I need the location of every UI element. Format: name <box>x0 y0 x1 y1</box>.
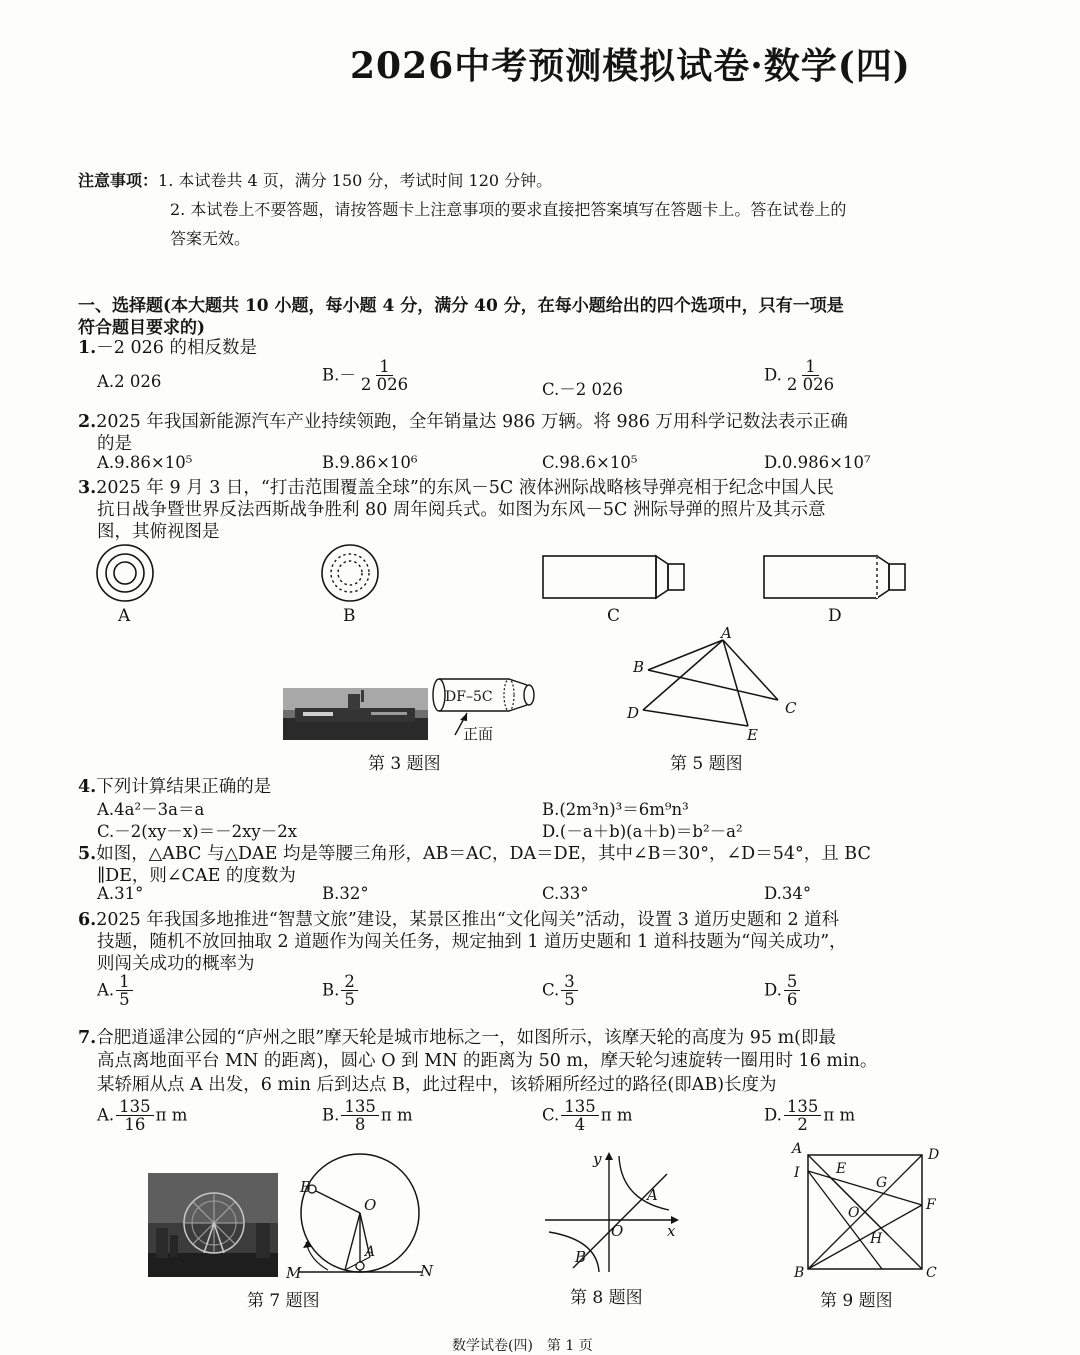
page-title: 2026中考预测模拟试卷·数学(四) <box>350 45 911 87</box>
point-label-b: B <box>794 1265 805 1281</box>
q3-label-d: D <box>828 606 842 626</box>
denominator: 8 <box>354 1115 366 1135</box>
denominator: 6 <box>786 990 798 1010</box>
q3-parade-photo <box>283 688 428 740</box>
point-label-c: C <box>785 699 797 717</box>
q2-option-d: D.0.986×10⁷ <box>764 453 871 472</box>
q3-label-c: C <box>607 606 621 626</box>
q6-option-b <box>322 973 360 1009</box>
question-5-line-2: ∥DE，则∠CAE 的度数为 <box>97 866 296 886</box>
question-1-stem <box>78 334 257 359</box>
point-label-f: F <box>926 1197 936 1213</box>
option-prefix: C. <box>542 980 560 1000</box>
q5-figure-caption: 第 5 题图 <box>670 754 743 774</box>
point-label-h: H <box>870 1231 883 1247</box>
question-6-line-3: 则闯关成功的概率为 <box>97 954 255 974</box>
point-label-b: B <box>300 1178 312 1196</box>
q7-option-d <box>764 1098 855 1134</box>
option-prefix: B. <box>322 980 340 1000</box>
question-number: 6. <box>78 910 97 930</box>
point-label-m: M <box>286 1264 302 1282</box>
q3-option-c-figure <box>542 555 687 600</box>
missile-label: DF–5C <box>445 689 493 705</box>
stem-text: 2025 年我国新能源汽车产业持续领跑，全年销量达 986 万辆。将 986 万用科学记数法表示正确 <box>96 412 848 432</box>
question-3-line-2: 抗日战争暨世界反法西斯战争胜利 80 周年阅兵式。如图为东风－5C 洲际导弹的照片及其示意 <box>97 500 826 520</box>
denominator: 2 026 <box>786 375 835 395</box>
numerator: 1 <box>116 973 133 991</box>
question-2-line-1 <box>78 408 848 433</box>
q3-label-a: A <box>118 606 131 626</box>
numerator: 2 <box>341 973 358 991</box>
q6-option-a <box>97 973 135 1009</box>
point-label-a: A <box>721 624 732 642</box>
denominator: 4 <box>574 1115 586 1135</box>
notice-line-1 <box>78 168 552 191</box>
denominator: 2 <box>797 1115 808 1135</box>
question-7-line-2: 高点离地面平台 MN 的距离)，圆心 O 到 MN 的距离为 50 m，摩天轮匀速旋转一圈用时 16 min。 <box>97 1051 878 1071</box>
numerator: 5 <box>784 973 801 991</box>
q6-option-d <box>764 973 802 1009</box>
stem-text: 下列计算结果正确的是 <box>96 777 272 797</box>
q1-option-d <box>764 358 839 394</box>
fraction <box>116 1098 154 1134</box>
numerator: 135 <box>341 1098 379 1116</box>
q5-triangle-figure <box>625 624 805 748</box>
q8-figure-caption: 第 8 题图 <box>570 1288 643 1308</box>
q4-option-d: D.(－a＋b)(a＋b)＝b²－a² <box>542 822 743 841</box>
option-prefix: D. <box>764 365 782 385</box>
notice-item-2-line-1: 2. 本试卷上不要答题，请按答题卡上注意事项的要求直接把答案填写在答题卡上。答在试卷上的 <box>170 200 847 219</box>
front-label: 正面 <box>463 725 494 743</box>
q3-option-a-figure <box>95 543 157 605</box>
q5-option-b: B.32° <box>322 884 369 903</box>
question-2-line-2: 的是 <box>97 434 132 454</box>
question-number: 5. <box>78 844 97 864</box>
question-7-line-3: 某轿厢从点 A 出发，6 min 后到达点 B，此过程中，该轿厢所经过的路径(即AB)长度为 <box>97 1075 777 1095</box>
q7-option-b <box>322 1098 413 1134</box>
fraction <box>784 358 837 394</box>
option-prefix: A. <box>97 1105 115 1125</box>
denominator: 5 <box>564 990 575 1010</box>
numerator: 135 <box>116 1098 154 1116</box>
option-prefix: B.－ <box>322 365 356 385</box>
q5-option-a: A.31° <box>97 884 144 903</box>
notice-item-1: 1. 本试卷共 4 页，满分 150 分，考试时间 120 分钟。 <box>158 171 553 190</box>
point-label-d: D <box>627 704 640 722</box>
fraction <box>784 973 801 1009</box>
option-prefix: D. <box>764 980 782 1000</box>
q5-option-c: C.33° <box>542 884 589 903</box>
point-label-c: C <box>926 1265 937 1281</box>
question-7-line-1 <box>78 1024 836 1049</box>
numerator: 1 <box>802 358 819 376</box>
q4-option-c: C.－2(xy－x)＝－2xy－2x <box>97 822 298 841</box>
point-label-b: B <box>575 1248 587 1266</box>
q1-option-a: A.2 026 <box>97 372 162 391</box>
question-number: 4. <box>78 777 97 797</box>
unit: π m <box>155 1105 188 1125</box>
option-prefix: A. <box>97 980 115 1000</box>
q7-circle-diagram <box>286 1170 440 1282</box>
axis-label-x: x <box>667 1222 676 1240</box>
numerator: 135 <box>784 1098 822 1116</box>
numerator: 3 <box>561 973 578 991</box>
question-number: 1. <box>78 338 97 358</box>
point-label-g: G <box>876 1175 888 1191</box>
unit: π m <box>600 1105 633 1125</box>
q6-option-c <box>542 973 580 1009</box>
denominator: 16 <box>124 1115 146 1135</box>
denominator: 5 <box>119 990 130 1010</box>
fraction <box>561 973 578 1009</box>
point-label-n: N <box>420 1262 434 1280</box>
stem-text: 2025 年我国多地推进“智慧文旅”建设，某景区推出“文化闯关”活动，设置 3 道历史题和 2 道科 <box>96 910 840 930</box>
unit: π m <box>380 1105 413 1125</box>
origin-label: O <box>611 1222 624 1240</box>
question-4-stem <box>78 773 271 798</box>
fraction <box>341 973 358 1009</box>
denominator: 5 <box>344 990 355 1010</box>
numerator: 135 <box>561 1098 599 1116</box>
stem-text: －2 026 的相反数是 <box>96 338 257 358</box>
question-3-line-3: 图，其俯视图是 <box>97 522 220 542</box>
point-label-a: A <box>792 1141 803 1157</box>
q3-option-b-figure <box>320 543 382 605</box>
point-label-b: B <box>633 658 645 676</box>
q5-option-d: D.34° <box>764 884 812 903</box>
stem-text: 如图，△ABC 与△DAE 均是等腰三角形，AB＝AC，DA＝DE，其中∠B＝30°，∠D＝54°，且 BC <box>96 844 871 864</box>
q3-figure-caption: 第 3 题图 <box>368 754 441 774</box>
option-prefix: D. <box>764 1105 782 1125</box>
question-number: 3. <box>78 478 97 498</box>
fraction <box>116 973 133 1009</box>
point-label-e: E <box>836 1161 847 1177</box>
q2-option-a: A.9.86×10⁵ <box>97 453 193 472</box>
fraction <box>561 1098 599 1134</box>
notice-item-2-line-2: 答案无效。 <box>170 229 251 248</box>
point-label-o: O <box>364 1196 377 1214</box>
option-prefix: C. <box>542 1105 560 1125</box>
q9-square-diagram <box>790 1143 945 1283</box>
stem-text: 合肥逍遥津公园的“庐州之眼”摩天轮是城市地标之一，如图所示，该摩天轮的高度为 95 m(即最 <box>96 1028 836 1048</box>
q2-option-c: C.98.6×10⁵ <box>542 453 638 472</box>
option-prefix: B. <box>322 1105 340 1125</box>
point-label-i: I <box>794 1165 800 1181</box>
fraction <box>784 1098 822 1134</box>
q9-figure-caption: 第 9 题图 <box>820 1291 893 1311</box>
question-6-line-2: 技题，随机不放回抽取 2 道题作为闯关任务，规定抽到 1 道历史题和 1 道科技题为“闯关成功”， <box>97 932 847 952</box>
denominator: 2 026 <box>360 375 409 395</box>
q7-option-c <box>542 1098 633 1134</box>
q7-ferris-wheel-photo <box>148 1173 278 1277</box>
q7-figure-caption: 第 7 题图 <box>247 1291 320 1311</box>
numerator: 1 <box>376 358 393 376</box>
unit: π m <box>823 1105 856 1125</box>
q3-missile-schematic <box>427 677 542 747</box>
point-label-a: A <box>365 1244 376 1260</box>
point-label-o: O <box>848 1205 860 1221</box>
q4-option-a: A.4a²－3a＝a <box>97 800 205 819</box>
point-label-d: D <box>928 1147 940 1163</box>
section-1-heading-line-2: 符合题目要求的) <box>78 318 206 338</box>
question-number: 2. <box>78 412 97 432</box>
q1-option-b <box>322 358 413 394</box>
fraction <box>358 358 411 394</box>
stem-text: 2025 年 9 月 3 日，“打击范围覆盖全球”的东风－5C 液体洲际战略核导弹亮相于纪念中国人民 <box>96 478 834 498</box>
q3-option-d-figure <box>763 555 908 600</box>
question-number: 7. <box>78 1028 97 1048</box>
page-footer: 数学试卷(四) 第 1 页 <box>452 1338 593 1354</box>
q8-function-graph <box>543 1150 683 1280</box>
q3-label-b: B <box>343 606 356 626</box>
q2-option-b: B.9.86×10⁶ <box>322 453 418 472</box>
point-label-a: A <box>647 1186 658 1204</box>
q7-option-a <box>97 1098 187 1134</box>
q1-option-c: C.－2 026 <box>542 380 624 399</box>
fraction <box>341 1098 379 1134</box>
point-label-e: E <box>747 726 758 744</box>
section-1-heading-line-1: 一、选择题(本大题共 10 小题，每小题 4 分，满分 40 分，在每小题给出的四个选项中，只有一项是 <box>78 296 844 316</box>
q4-option-b: B.(2m³n)³＝6m⁹n³ <box>542 800 689 819</box>
notice-label: 注意事项： <box>78 171 159 190</box>
axis-label-y: y <box>593 1150 602 1168</box>
